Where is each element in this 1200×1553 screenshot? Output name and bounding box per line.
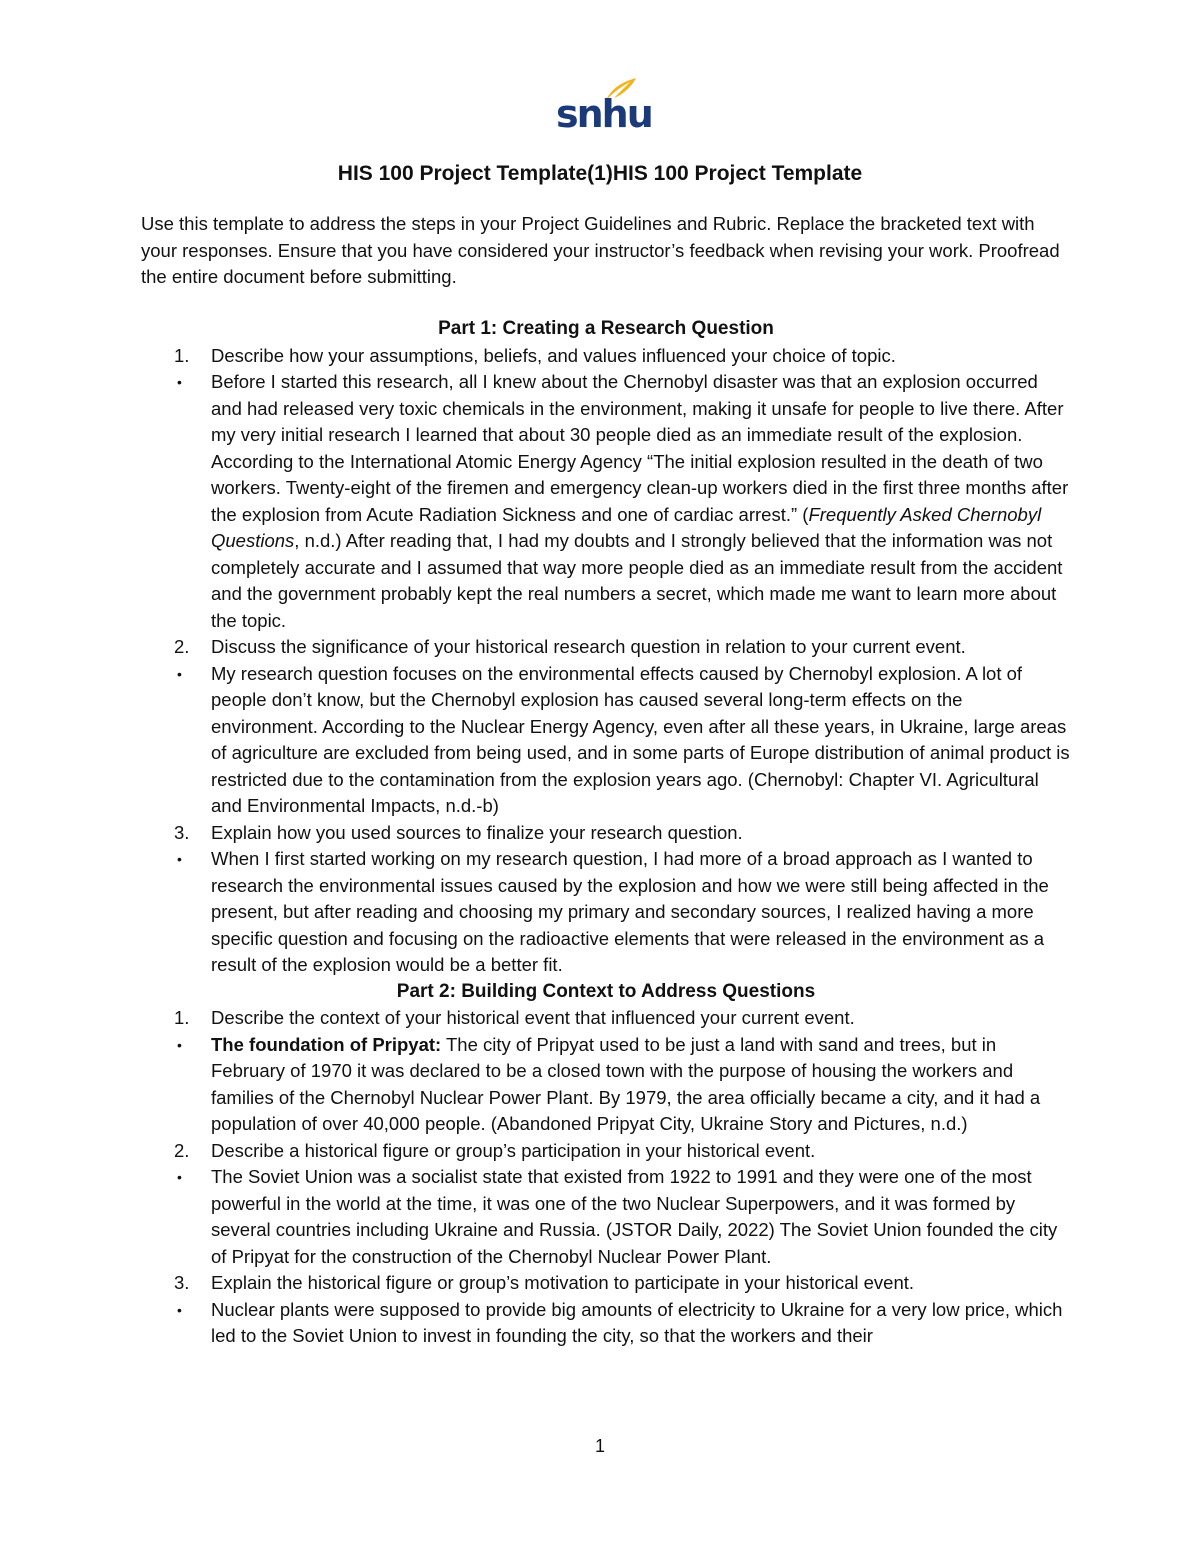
answer-text: Nuclear plants were supposed to provide big amounts of electricity to Ukraine for a very low price, which led to the Soviet Union to invest in founding the city, so that the workers and their xyxy=(211,1298,1063,1346)
list-number: 3. xyxy=(174,1272,190,1293)
question-text: Explain how you used sources to finalize your research question. xyxy=(211,821,743,843)
page-number: 1 xyxy=(594,1436,605,1456)
part2-heading: Part 2: Building Context to Address Questions xyxy=(396,980,816,1002)
part1-question-3 xyxy=(141,820,1071,847)
list-number: 1. xyxy=(174,1007,190,1028)
question-text: Discuss the significance of your historical research question in relation to your current event. xyxy=(211,636,966,657)
snhu-logo xyxy=(556,74,652,136)
answer-text: When I first started working on my research question, I had more of a broad approach as I wanted to research the environmental issues caused by the explosion and how we were still being affected in the present, but after reading and choosing my primary and secondary sources, I realized having a more specific question and focusing on the radioactive elements that were released in the environment as a result of the explosion would be a better fit. xyxy=(211,848,1049,975)
list-number: 1. xyxy=(174,344,190,366)
list-number: 3. xyxy=(174,821,190,843)
part2-answer-1 xyxy=(141,1032,1071,1138)
citation-title: Frequently Asked Chernobyl Questions xyxy=(211,503,1042,551)
part2-question-1 xyxy=(141,1005,1071,1032)
answer-text: The Soviet Union was a socialist state that existed from 1922 to 1991 and they were one of the most powerful in the world at the time, it was one of the two Nuclear Superpowers, and it was formed by several countries including Ukraine and Russia. (JSTOR Daily, 2022) The Soviet Union founded the city of Pripyat for the construction of the Chernobyl Nuclear Power Plant. xyxy=(211,1166,1058,1267)
answer-bold-lead: The foundation of Pripyat: xyxy=(211,1033,442,1055)
part2-answer-2 xyxy=(141,1164,1071,1270)
answer-text-cont: , n.d.) After reading that, I had my doubts and I strongly believed that the information was not completely accurate and I assumed that way more people died as an immediate result from the accident and the government probably kept the real numbers a secret, which made me want to learn more about the topic. xyxy=(211,530,1063,631)
document-body xyxy=(141,316,1071,1350)
answer-text: The city of Pripyat used to be just a land with sand and trees, but in February of 1970 it was declared to be a closed town with the purpose of housing the workers and families of the Chernobyl Nuclear Power Plant. By 1979, the area officially became a city, and it had a population of over 40,000 people. (Abandoned Pripyat City, Ukraine Story and Pictures, n.d.) xyxy=(211,1033,1041,1134)
question-text: Describe how your assumptions, beliefs, and values influenced your choice of topic. xyxy=(211,344,896,366)
bullet-icon: • xyxy=(177,374,182,390)
list-number: 2. xyxy=(174,636,190,657)
part2-question-2 xyxy=(141,1138,1071,1165)
part1-question-2 xyxy=(141,634,1071,661)
part2-question-3 xyxy=(141,1270,1071,1297)
intro-paragraph: Use this template to address the steps in your Project Guidelines and Rubric. Replace the bracketed text with your responses. Ensure that you have considered your instructor’s feedback when revising your work. Proofread the entire document before submitting. xyxy=(141,213,1060,287)
bullet-icon: • xyxy=(177,1036,182,1053)
bullet-icon: • xyxy=(177,665,182,682)
part2-answer-3 xyxy=(141,1297,1071,1350)
question-text: Describe a historical figure or group’s participation in your historical event. xyxy=(211,1139,816,1161)
question-text: Explain the historical figure or group’s motivation to participate in your historical event. xyxy=(211,1272,915,1293)
question-text: Describe the context of your historical event that influenced your current event. xyxy=(211,1007,855,1028)
part1-heading: Part 1: Creating a Research Question xyxy=(438,318,774,339)
bullet-icon: • xyxy=(177,1301,182,1318)
part1-question-1 xyxy=(141,343,1071,370)
part1-answer-3 xyxy=(141,846,1071,979)
answer-text: My research question focuses on the environmental effects caused by Chernobyl explosion. A lot of people don’t know, but the Chernobyl explosion has caused several long-term effects on the environment. According to the Nuclear Energy Agency, even after all these years, in Ukraine, large areas of agriculture are excluded from being used, and in some parts of Europe distribution of animal product is restricted due to the contamination from the explosion years ago. (Chernobyl: Chapter VI. Agricultural and Environmental Impacts, n.d.-b) xyxy=(211,662,1070,816)
part1-answer-1 xyxy=(141,369,1071,634)
logo-text: snhu xyxy=(556,92,652,136)
list-number: 2. xyxy=(174,1139,190,1161)
answer-text: Before I started this research, all I knew about the Chernobyl disaster was that an explosion occurred and had released very toxic chemicals in the environment, making it unsafe for people to live there. After my very initial research I learned that about 30 people died as an immediate result of the explosion. According to the International Atomic Energy Agency “The initial explosion resulted in the death of two workers. Twenty-eight of the firemen and emergency clean-up workers died in the first three months after the explosion from Acute Radiation Sickness and one of cardiac arrest.” ( xyxy=(211,371,1069,525)
document-title: HIS 100 Project Template(1)HIS 100 Project Template xyxy=(337,162,863,185)
bullet-icon: • xyxy=(177,851,182,867)
bullet-icon: • xyxy=(177,1169,182,1185)
part1-answer-2 xyxy=(141,661,1071,820)
